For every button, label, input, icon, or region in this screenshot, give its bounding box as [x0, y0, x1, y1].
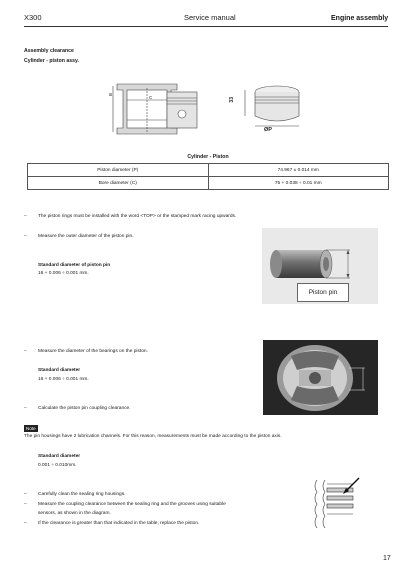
pin-std-value: 16 + 0.006 ÷ 0.001 mm.: [38, 271, 89, 276]
table-cell-value: 75 + 0.038 ÷ 0.01 mm: [208, 177, 389, 190]
piston-pin-label: Piston pin: [297, 283, 349, 302]
section-subtitle: Cylinder - piston assy.: [24, 58, 79, 64]
bullet-dash: –: [24, 214, 27, 219]
table-title: Cylinder - Piston: [187, 154, 229, 160]
piston-bearing-image: [263, 340, 378, 415]
bullet-dash: –: [24, 502, 27, 507]
page-number: 17: [383, 555, 391, 562]
section-title: Assembly clearance: [24, 48, 74, 54]
table-row: [28, 164, 389, 177]
header-divider: [24, 26, 388, 27]
bullet-dash: –: [24, 349, 27, 354]
bullet-dash: –: [24, 521, 27, 526]
bullet-dash: –: [24, 406, 27, 411]
table-cell-label: Bore diameter (C): [28, 177, 209, 190]
table-cell-value: 74.967 ± 0.014 mm: [208, 164, 389, 177]
bullet-text: If the clearance is greater than that indicated in the table, replace the piston.: [38, 521, 200, 526]
bearing-std-value: 16 + 0.006 ÷ 0.001 mm.: [38, 377, 89, 382]
clearance-std-value: 0.001 ÷ 0.010mm.: [38, 463, 77, 468]
diagram-label-dp: ØP: [264, 127, 272, 133]
bullet-text: Measure the diameter of the bearings on the piston.: [38, 349, 148, 354]
table-cell-label: Piston diameter (P): [28, 164, 209, 177]
diagram-label-c: C: [149, 95, 153, 100]
bullet-text: Measure the outer diameter of the piston pin.: [38, 234, 134, 239]
header-section: Engine assembly: [331, 15, 389, 22]
bullet-dash: –: [24, 234, 27, 239]
table-row: [28, 177, 389, 190]
note-badge: Note: [26, 426, 36, 431]
bullet-text: Measure the coupling clearance between the sealing ring and the grooves using suitable: [38, 502, 226, 507]
header-title: Service manual: [184, 13, 236, 22]
pin-std-title: Standard diameter of piston pin: [38, 263, 111, 268]
diagram-label-dim: 33: [229, 97, 235, 103]
spec-table: [27, 163, 389, 190]
cylinder-piston-diagram: [105, 80, 315, 140]
bullet-text-continued: sensors, as shown in the diagram.: [38, 511, 111, 516]
ring-groove-diagram: [303, 474, 373, 532]
bullet-text: Carefully clean the sealing ring housings.: [38, 492, 126, 497]
bullet-text: The piston rings must be installed with the word <TOP> or the stamped mark racing upwards.: [38, 214, 237, 219]
bullet-dash: –: [24, 492, 27, 497]
header-model: X300: [24, 13, 42, 22]
note-text: The pin housings have 2 lubrication channels. For this reason, measurements must be made according to the piston axis.: [24, 434, 282, 439]
bullet-text: Calculate the piston pin coupling clearance.: [38, 406, 131, 411]
clearance-std-title: Standard diameter: [38, 454, 81, 459]
bearing-std-title: Standard diameter: [38, 368, 81, 373]
diagram-label-b: B: [108, 93, 113, 97]
